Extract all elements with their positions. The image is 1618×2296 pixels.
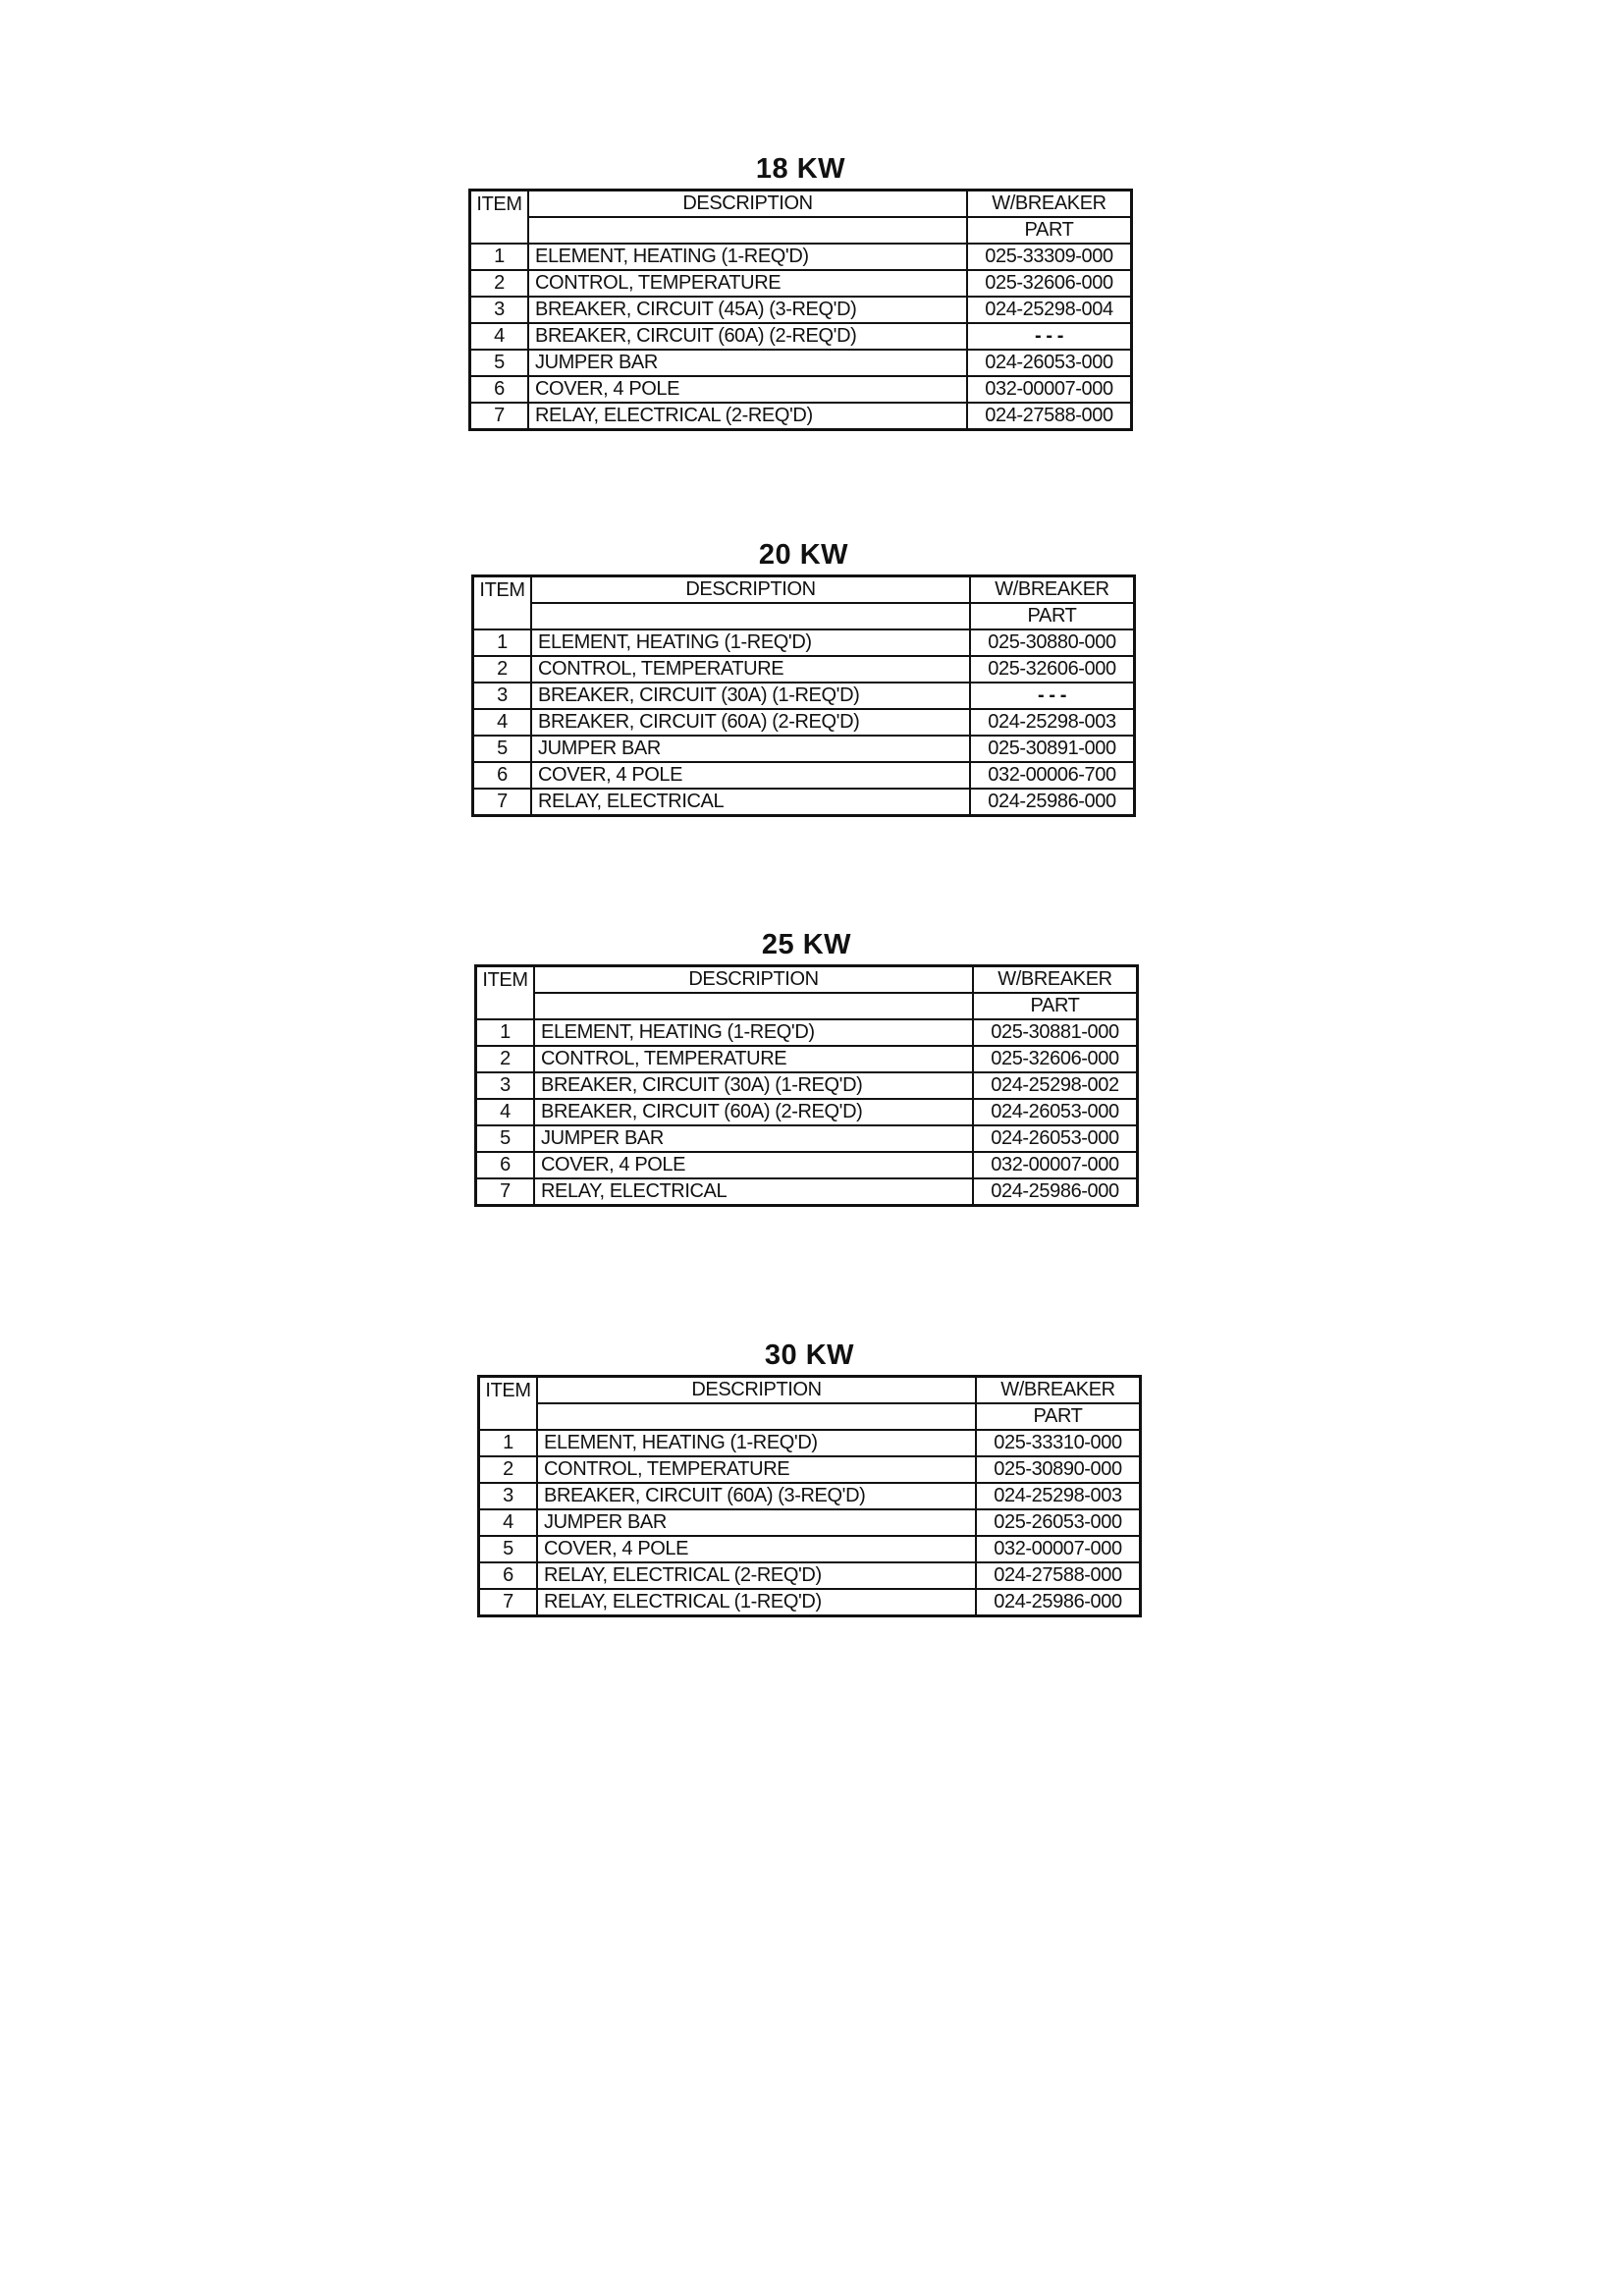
description-header: DESCRIPTION [537,1377,976,1404]
part-header-bottom: PART [976,1403,1141,1430]
item-number: 3 [470,297,529,323]
table-row [473,656,1135,683]
item-description: JUMPER BAR [534,1125,973,1152]
table-row [473,789,1135,816]
item-description: ELEMENT, HEATING (1-REQ'D) [534,1019,973,1046]
part-number: 024-26053-000 [973,1099,1138,1125]
part-number: 025-33309-000 [967,244,1132,270]
item-description: COVER, 4 POLE [531,762,970,789]
table-title: 25 KW [761,929,852,960]
part-number: 024-27588-000 [976,1562,1141,1589]
item-description: JUMPER BAR [531,736,970,762]
item-description: BREAKER, CIRCUIT (60A) (3-REQ'D) [537,1483,976,1509]
table-row [476,1046,1138,1072]
item-number: 6 [476,1152,535,1178]
item-number: 7 [476,1178,535,1206]
part-number: 025-30891-000 [970,736,1135,762]
header-row-2 [479,1403,1141,1430]
item-header-blank [470,217,529,244]
item-description: CONTROL, TEMPERATURE [534,1046,973,1072]
part-number: 024-25986-000 [970,789,1135,816]
part-number: 025-33310-000 [976,1430,1141,1456]
table-row [479,1456,1141,1483]
parts-block-20kw [471,538,1136,817]
item-description: JUMPER BAR [528,350,967,376]
table-row [476,1178,1138,1206]
item-description: ELEMENT, HEATING (1-REQ'D) [537,1430,976,1456]
item-header: ITEM [479,1377,538,1404]
item-description: RELAY, ELECTRICAL (2-REQ'D) [528,403,967,430]
description-header: DESCRIPTION [528,191,967,218]
header-row-2 [473,603,1135,629]
table-row [479,1509,1141,1536]
parts-block-25kw [474,928,1139,1207]
part-number: 032-00007-000 [976,1536,1141,1562]
table-row [479,1483,1141,1509]
part-number: 024-25986-000 [973,1178,1138,1206]
part-number: - - - [967,323,1132,350]
part-header-bottom: PART [967,217,1132,244]
item-header-blank [479,1403,538,1430]
part-header-top: W/BREAKER [967,191,1132,218]
part-number: 024-25298-003 [976,1483,1141,1509]
parts-table [477,1375,1142,1617]
table-row [476,1099,1138,1125]
table-row [473,709,1135,736]
item-number: 1 [476,1019,535,1046]
item-number: 7 [473,789,532,816]
item-number: 4 [473,709,532,736]
table-row [470,244,1132,270]
part-number: 025-30880-000 [970,629,1135,656]
part-header-top: W/BREAKER [970,576,1135,604]
item-number: 3 [476,1072,535,1099]
item-number: 4 [476,1099,535,1125]
item-description: BREAKER, CIRCUIT (30A) (1-REQ'D) [531,683,970,709]
description-header-blank [531,603,970,629]
item-description: ELEMENT, HEATING (1-REQ'D) [528,244,967,270]
item-header-blank [473,603,532,629]
table-row [470,350,1132,376]
table-row [473,629,1135,656]
table-row [479,1430,1141,1456]
header-row [473,576,1135,604]
part-number: 025-26053-000 [976,1509,1141,1536]
table-row [470,297,1132,323]
description-header-blank [528,217,967,244]
header-row [476,966,1138,994]
part-number: 024-26053-000 [973,1125,1138,1152]
part-number: 024-27588-000 [967,403,1132,430]
part-header-bottom: PART [973,993,1138,1019]
item-header: ITEM [473,576,532,604]
item-number: 6 [479,1562,538,1589]
item-description: CONTROL, TEMPERATURE [528,270,967,297]
part-number: 032-00006-700 [970,762,1135,789]
item-description: COVER, 4 POLE [537,1536,976,1562]
item-header-blank [476,993,535,1019]
table-row [479,1589,1141,1616]
item-number: 6 [473,762,532,789]
table-row [479,1562,1141,1589]
part-number: 025-32606-000 [973,1046,1138,1072]
parts-block-30kw [477,1339,1142,1617]
part-header-top: W/BREAKER [973,966,1138,994]
table-title: 20 KW [758,539,849,571]
part-number: 032-00007-000 [973,1152,1138,1178]
part-number: 024-25298-004 [967,297,1132,323]
table-row [470,323,1132,350]
part-number: 024-26053-000 [967,350,1132,376]
item-number: 1 [470,244,529,270]
part-header-bottom: PART [970,603,1135,629]
item-number: 3 [473,683,532,709]
table-row [473,683,1135,709]
part-header-top: W/BREAKER [976,1377,1141,1404]
item-number: 2 [479,1456,538,1483]
parts-table [474,964,1139,1207]
item-number: 5 [470,350,529,376]
item-header: ITEM [476,966,535,994]
item-description: BREAKER, CIRCUIT (45A) (3-REQ'D) [528,297,967,323]
item-number: 1 [479,1430,538,1456]
description-header-blank [537,1403,976,1430]
parts-table [471,574,1136,817]
part-number: 024-25986-000 [976,1589,1141,1616]
table-title: 30 KW [764,1339,855,1371]
item-number: 7 [479,1589,538,1616]
item-description: BREAKER, CIRCUIT (30A) (1-REQ'D) [534,1072,973,1099]
item-number: 3 [479,1483,538,1509]
description-header: DESCRIPTION [531,576,970,604]
table-row [473,762,1135,789]
part-number: 032-00007-000 [967,376,1132,403]
item-description: BREAKER, CIRCUIT (60A) (2-REQ'D) [528,323,967,350]
table-row [476,1125,1138,1152]
item-number: 7 [470,403,529,430]
part-number: 025-32606-000 [967,270,1132,297]
table-row [470,376,1132,403]
part-number: 024-25298-003 [970,709,1135,736]
item-number: 4 [470,323,529,350]
item-description: BREAKER, CIRCUIT (60A) (2-REQ'D) [531,709,970,736]
item-number: 6 [470,376,529,403]
item-number: 4 [479,1509,538,1536]
parts-table [468,189,1133,431]
table-row [479,1536,1141,1562]
part-number: 025-32606-000 [970,656,1135,683]
parts-block-18kw [468,152,1133,431]
header-row-2 [470,217,1132,244]
part-number: 024-25298-002 [973,1072,1138,1099]
table-row [476,1019,1138,1046]
table-row [470,403,1132,430]
item-description: RELAY, ELECTRICAL [534,1178,973,1206]
item-number: 5 [476,1125,535,1152]
item-number: 1 [473,629,532,656]
item-description: RELAY, ELECTRICAL (1-REQ'D) [537,1589,976,1616]
item-description: CONTROL, TEMPERATURE [531,656,970,683]
item-description: RELAY, ELECTRICAL (2-REQ'D) [537,1562,976,1589]
header-row-2 [476,993,1138,1019]
table-title: 18 KW [755,153,846,185]
item-description: COVER, 4 POLE [534,1152,973,1178]
header-row [470,191,1132,218]
item-description: JUMPER BAR [537,1509,976,1536]
description-header: DESCRIPTION [534,966,973,994]
part-number: 025-30890-000 [976,1456,1141,1483]
item-number: 2 [473,656,532,683]
item-description: CONTROL, TEMPERATURE [537,1456,976,1483]
item-description: RELAY, ELECTRICAL [531,789,970,816]
item-number: 2 [476,1046,535,1072]
table-row [476,1072,1138,1099]
item-number: 5 [473,736,532,762]
part-number: 025-30881-000 [973,1019,1138,1046]
table-row [476,1152,1138,1178]
item-number: 2 [470,270,529,297]
header-row [479,1377,1141,1404]
part-number: - - - [970,683,1135,709]
item-header: ITEM [470,191,529,218]
item-number: 5 [479,1536,538,1562]
item-description: BREAKER, CIRCUIT (60A) (2-REQ'D) [534,1099,973,1125]
item-description: ELEMENT, HEATING (1-REQ'D) [531,629,970,656]
table-row [473,736,1135,762]
table-row [470,270,1132,297]
item-description: COVER, 4 POLE [528,376,967,403]
description-header-blank [534,993,973,1019]
